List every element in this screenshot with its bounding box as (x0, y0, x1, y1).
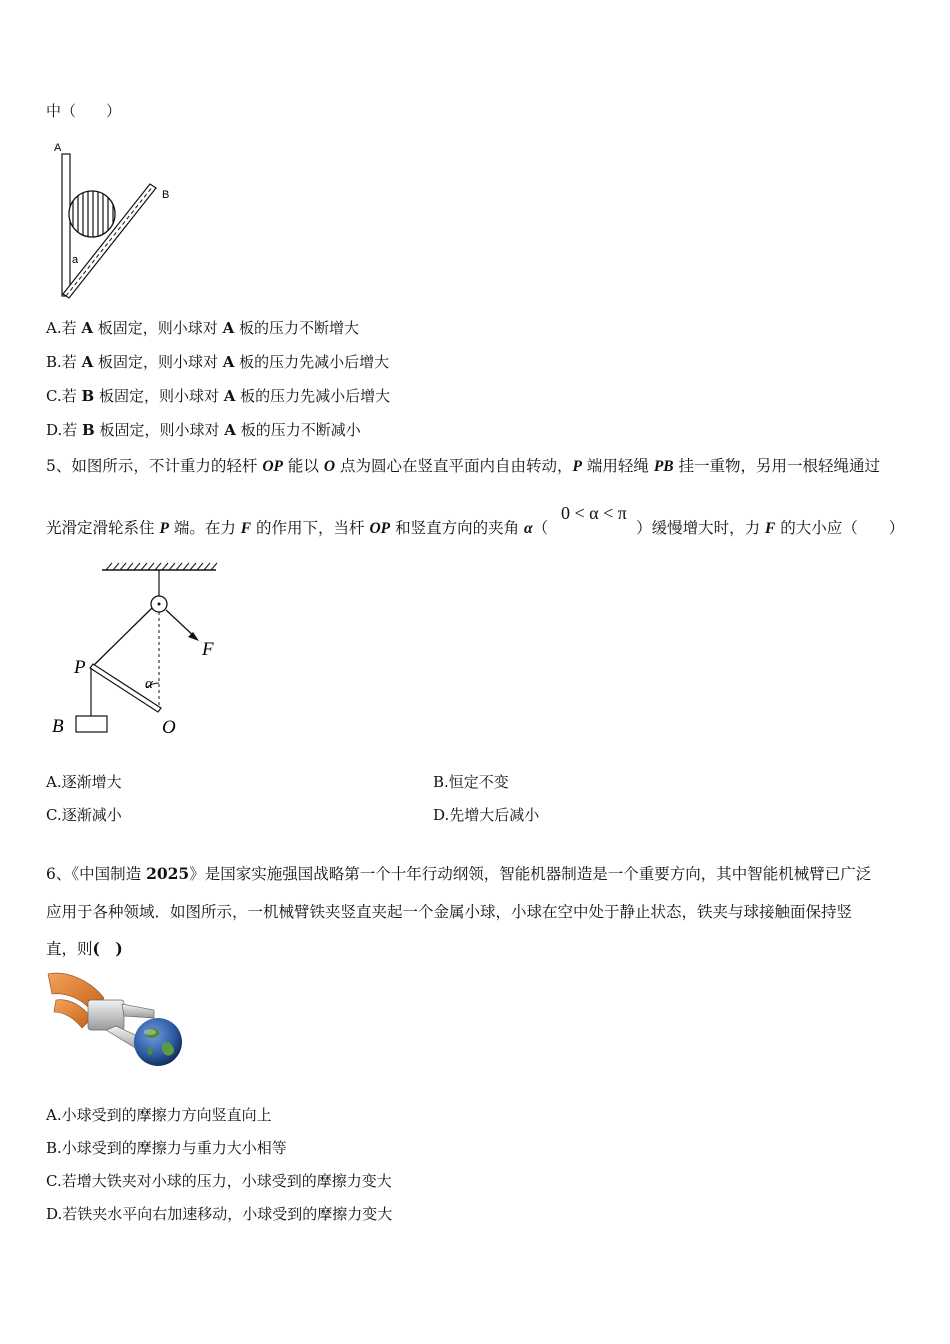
board-a-label: A (54, 142, 62, 154)
option-d[interactable]: D.若铁夹水平向右加速移动，小球受到的摩擦力变大 (46, 1205, 393, 1223)
option-c[interactable]: C.若增大铁夹对小球的压力，小球受到的摩擦力变大 (46, 1172, 392, 1190)
option-a[interactable]: A.逐渐增大 (46, 773, 122, 791)
option-d[interactable]: D.先增大后减小 (433, 806, 540, 824)
rope-to-p (91, 608, 152, 668)
board-a (62, 154, 70, 296)
option-b[interactable]: B.恒定不变 (433, 773, 509, 791)
question-fragment: 中（ ） (46, 102, 122, 120)
q6-stem-line3: 直，则( ) (46, 939, 123, 958)
q6-stem-line1: 6、《中国制造 2025》是国家实施强国战略第一个十年行动纲领，智能机器制造是一个重要方向，其中智能机械臂已广泛 (46, 864, 872, 883)
q6-stem-line2: 应用于各种领域．如图所示，一机械臂铁夹竖直夹起一个金属小球，小球在空中处于静止状态，铁夹与球接触面保持竖 (46, 903, 853, 921)
option-b[interactable]: B.若 A 板固定，则小球对 A 板的压力先减小后增大 (46, 353, 390, 371)
angle-inequality: 0 < α < π (561, 503, 627, 523)
option-a[interactable]: A.若 A 板固定，则小球对 A 板的压力不断增大 (46, 319, 359, 337)
robot-arm-figure (46, 970, 186, 1076)
q5-figure (46, 560, 236, 745)
force-f-label: F (202, 639, 214, 660)
q5-stem-line2: 光滑定滑轮系住 P 端。在力 F 的作用下，当杆 OP 和竖直方向的夹角 α（ ）缓慢增大时，力 F 的大小应（ ） (46, 519, 905, 537)
option-d[interactable]: D.若 B 板固定，则小球对 A 板的压力不断减小 (46, 421, 361, 439)
angle-label: α (145, 676, 153, 692)
q5-stem-line1: 5、如图所示，不计重力的轻杆 OP 能以 O 点为圆心在竖直平面内自由转动，P 端用轻绳 PB 挂一重物，另用一根轻绳通过 (46, 457, 881, 475)
board-b-label: B (162, 189, 170, 201)
angle-a-label: a (72, 254, 79, 266)
globe-icon (134, 1018, 182, 1066)
point-o-label: O (162, 717, 176, 738)
point-p-label: P (74, 657, 86, 678)
q4-figure (46, 138, 186, 304)
option-b[interactable]: B.小球受到的摩擦力与重力大小相等 (46, 1139, 287, 1157)
weight-b-label: B (52, 716, 64, 737)
option-a[interactable]: A.小球受到的摩擦力方向竖直向上 (46, 1106, 272, 1124)
option-c[interactable]: C.若 B 板固定，则小球对 A 板的压力先减小后增大 (46, 387, 391, 405)
weight-b (76, 716, 107, 732)
option-c[interactable]: C.逐渐减小 (46, 806, 122, 824)
